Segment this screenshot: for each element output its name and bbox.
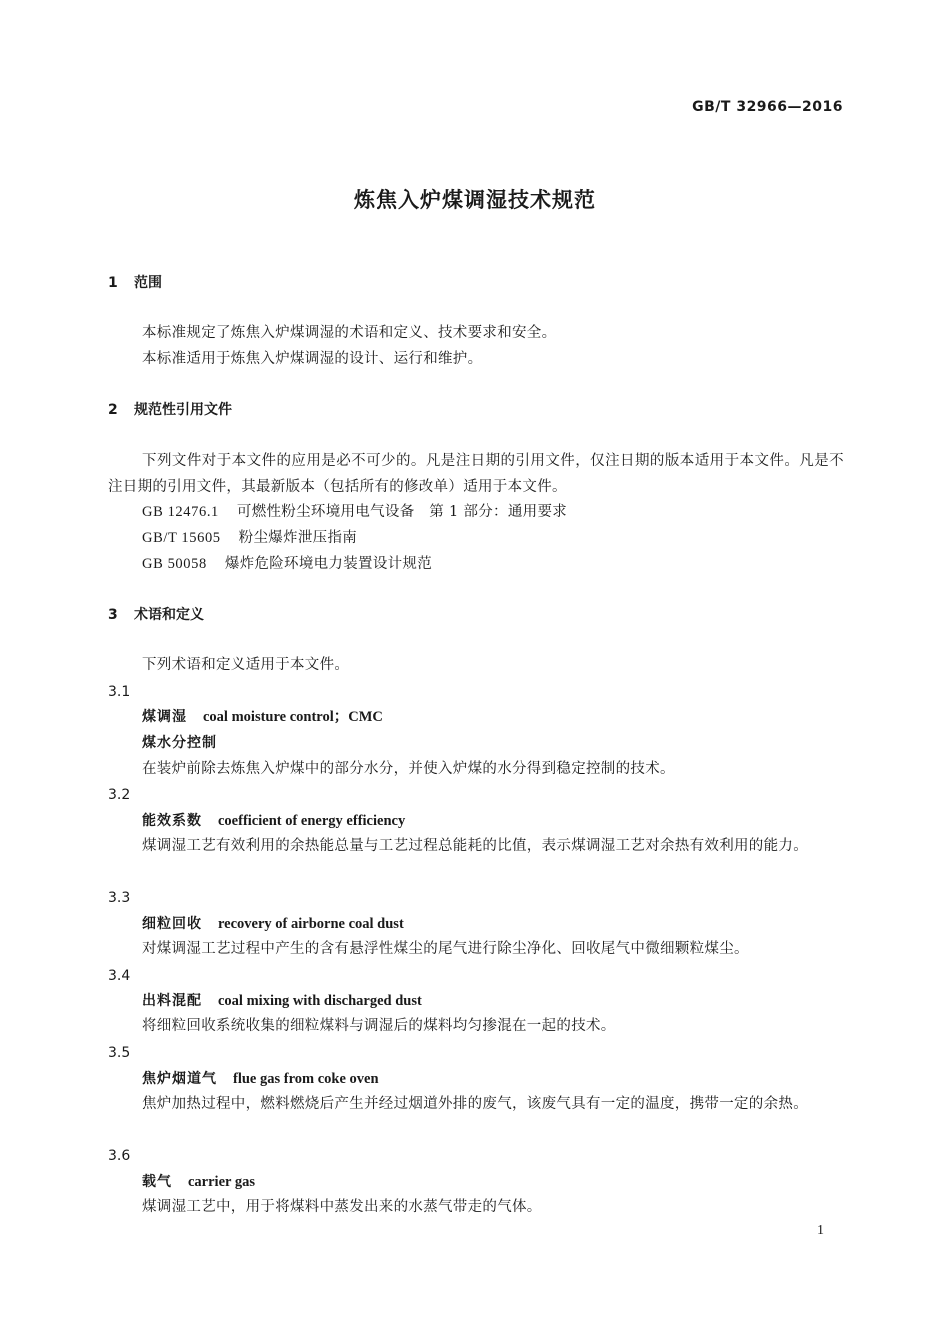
- paragraph: 下列文件对于本文件的应用是必不可少的。凡是注日期的引用文件，仅注日期的版本适用于本文件。凡是不注日期的引用文件，其最新版本（包括所有的修改单）适用于本文件。: [108, 453, 844, 495]
- reference-title: 可燃性粉尘环境用电气设备 第 1 部分：通用要求: [236, 504, 568, 520]
- section-number: 1: [108, 275, 118, 291]
- term-english: carrier gas: [188, 1174, 255, 1190]
- term-heading: [142, 706, 383, 728]
- normative-reference: [142, 525, 357, 551]
- section-title: 术语和定义: [134, 607, 204, 623]
- term-heading: [142, 913, 404, 935]
- term-alternative: 煤水分控制: [142, 735, 217, 751]
- reference-title: 粉尘爆炸泄压指南: [238, 530, 358, 546]
- term-english: coal moisture control；CMC: [203, 709, 383, 725]
- section-1-heading: [108, 273, 162, 293]
- term-heading: [142, 990, 422, 1012]
- document-title: 炼焦入炉煤调湿技术规范: [354, 188, 596, 212]
- term-heading: [142, 1068, 379, 1090]
- term-heading: [142, 810, 405, 832]
- paragraph: 本标准适用于炼焦入炉煤调湿的设计、运行和维护。: [142, 351, 483, 367]
- page-number: 1: [817, 1223, 824, 1238]
- term-definition: 在装炉前除去炼焦入炉煤中的部分水分，并使入炉煤的水分得到稳定控制的技术。: [142, 761, 675, 777]
- reference-code: GB 50058: [142, 556, 207, 572]
- term-chinese: 细粒回收: [142, 916, 202, 932]
- term-definition: 煤调湿工艺有效利用的余热能总量与工艺过程总能耗的比值，表示煤调湿工艺对余热有效利用的能力。: [142, 838, 808, 854]
- term-number: 3.5: [108, 1045, 131, 1061]
- term-heading: [142, 1171, 255, 1193]
- section-title: 范围: [134, 275, 162, 291]
- section-number: 3: [108, 607, 118, 623]
- term-chinese: 载气: [142, 1174, 172, 1190]
- term-english: recovery of airborne coal dust: [218, 916, 404, 932]
- term-definition: 对煤调湿工艺过程中产生的含有悬浮性煤尘的尾气进行除尘净化、回收尾气中微细颗粒煤尘。: [142, 941, 749, 957]
- term-chinese: 出料混配: [142, 993, 202, 1009]
- term-english: coefficient of energy efficiency: [218, 813, 406, 829]
- term-number: 3.1: [108, 684, 131, 700]
- section-3-heading: [108, 605, 204, 625]
- section-2-heading: [108, 400, 232, 420]
- term-english: coal mixing with discharged dust: [218, 993, 422, 1009]
- reference-code: GB/T 15605: [142, 530, 221, 546]
- term-chinese: 煤调湿: [142, 709, 187, 725]
- section-number: 2: [108, 402, 118, 418]
- reference-code: GB 12476.1: [142, 504, 219, 520]
- term-definition: 将细粒回收系统收集的细粒煤料与调湿后的煤料均匀掺混在一起的技术。: [142, 1018, 616, 1034]
- paragraph: 下列术语和定义适用于本文件。: [142, 657, 350, 673]
- term-english: flue gas from coke oven: [233, 1071, 379, 1087]
- term-definition: 煤调湿工艺中，用于将煤料中蒸发出来的水蒸气带走的气体。: [142, 1199, 542, 1215]
- term-definition: 焦炉加热过程中，燃料燃烧后产生并经过烟道外排的废气，该废气具有一定的温度，携带一定的余热。: [142, 1096, 808, 1112]
- normative-reference: [142, 551, 432, 577]
- term-number: 3.3: [108, 890, 131, 906]
- term-chinese: 能效系数: [142, 813, 202, 829]
- paragraph: 本标准规定了炼焦入炉煤调湿的术语和定义、技术要求和安全。: [142, 325, 557, 341]
- standard-number: GB/T 32966—2016: [692, 99, 843, 115]
- term-chinese: 焦炉烟道气: [142, 1071, 217, 1087]
- term-number: 3.2: [108, 787, 131, 803]
- term-number: 3.4: [108, 968, 131, 984]
- reference-title: 爆炸危险环境电力装置设计规范: [224, 556, 433, 572]
- term-number: 3.6: [108, 1148, 131, 1164]
- section-title: 规范性引用文件: [134, 402, 232, 418]
- normative-reference: [142, 499, 567, 525]
